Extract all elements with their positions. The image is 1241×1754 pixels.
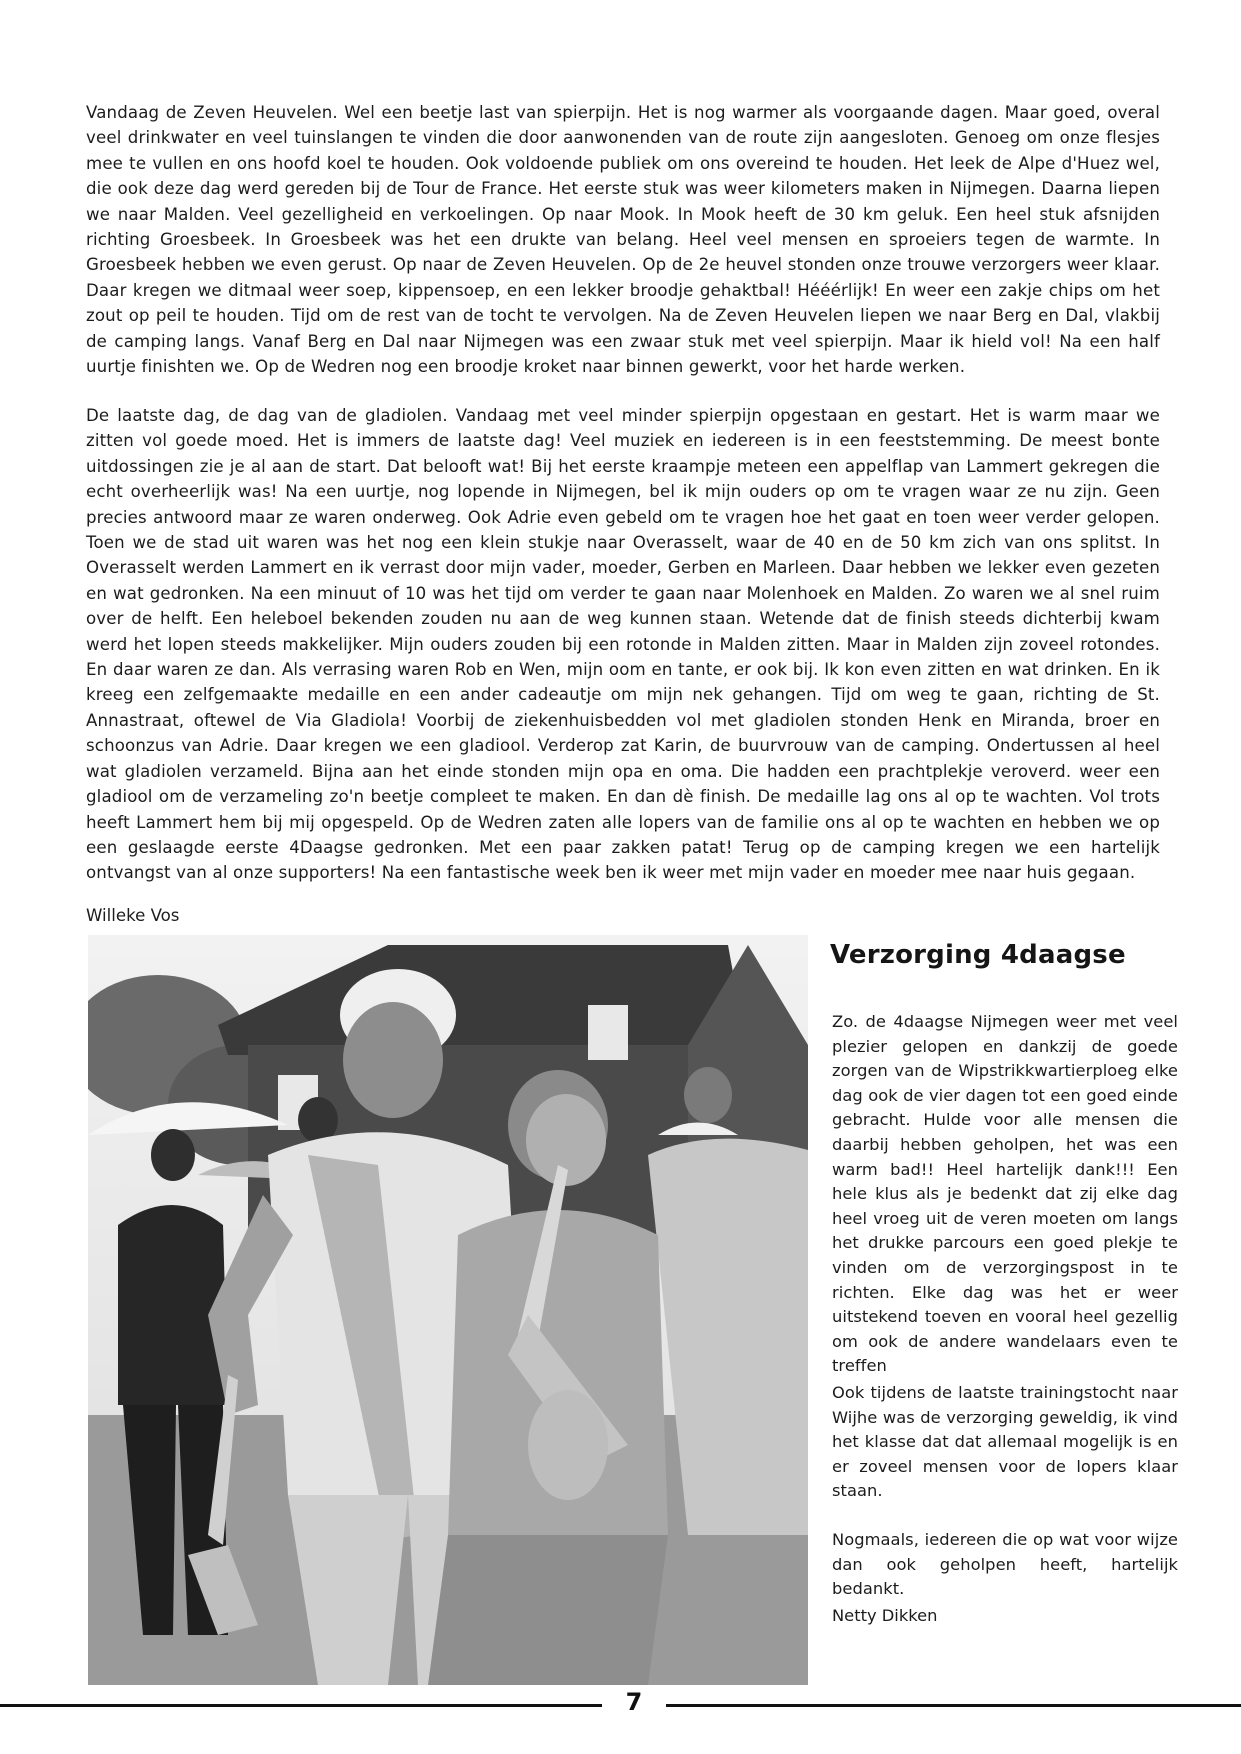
sidebar-signature: Netty Dikken [832,1606,938,1625]
article-signature: Willeke Vos [86,906,180,925]
footer-rule-left [0,1704,602,1707]
article-paragraph-2: De laatste dag, de dag van de gladiolen. Vandaag met veel minder spierpijn opgestaan en gestart. Het is warm maar we zitten vol goede moed. Het is immers de laatste dag! Veel muziek en iedereen is in een feeststemming. De meest bonte uitdossingen zie je al aan de start. Dat belooft wat! Bij het eerste kraampje meteen een appelflap van Lammert gekregen die echt overheerlijk was! Na een uurtje, nog lopende in Nijmegen, bel ik mijn ouders op om te vragen waar ze nu zijn. Geen precies antwoord maar ze waren onderweg. Ook Adrie even gebeld om te vragen hoe het gaat en toen weer verder gelopen. Toen we de stad uit waren was het nog een klein stukje naar Overasselt, waar de 40 en de 50 km zich van ons splitst. In Overasselt werden Lammert en ik verrast door mijn vader, moeder, Gerben en Marleen. Daar hebben we lekker even gezeten en wat gedronken. Na een minuut of 10 was het tijd om verder te gaan naar Molenhoek en Malden. Zo waren we al snel ruim over de helft. Een heleboel bekenden zouden nu aan de weg kunnen staan. Wetende dat de finish steeds dichterbij kwam werd het lopen steeds makkelijker. Mijn ouders zouden bij een rotonde in Malden zitten. Maar in Malden zijn zoveel rotondes. En daar waren ze dan. Als verrasing waren Rob en Wen, mijn oom en tante, er ook bij. Ik kon even zitten en wat drinken. En ik kreeg een zelfgemaakte medaille en een ander cadeautje om mijn nek gehangen. Tijd om weg te gaan, richting de St. Annastraat, oftewel de Via Gladiola! Voorbij de ziekenhuisbedden vol met gladiolen stonden Henk en Miranda, broer en schoonzus van Adrie. Daar kregen we een gladiool. Verderop zat Karin, de buurvrouw van de camping. Ondertussen al heel wat gladiolen verzameld. Bijna aan het einde stonden mijn opa en oma. Die hadden een prachtplekje veroverd. weer een gladiool om de verzameling zo'n beetje compleet te maken. En dan dè finish. De medaille lag ons al op te wachten. Vol trots heeft Lammert hem bij mij opgespeld. Op de Wedren zaten alle lopers van de familie ons al op te wachten en hebben we op een geslaagde eerste 4Daagse gedronken. Met een paar zakken patat! Terug op de camping kregen we een hartelijk ontvangst van al onze supporters! Na een fantastische week ben ik weer met mijn vader en moeder mee naar huis gegaan. [86,406,1160,883]
sidebar-title: Verzorging 4daagse [830,940,1126,970]
page-number: 7 [625,1688,643,1716]
walkers-photo [88,935,808,1685]
footer-rule-right [666,1704,1241,1707]
article-paragraph-1: Vandaag de Zeven Heuvelen. Wel een beetje last van spierpijn. Het is nog warmer als voorgaande dagen. Maar goed, overal veel drinkwater en veel tuinslangen te vinden die door aanwonenden van de route zijn aangesloten. Genoeg om onze flesjes mee te vullen en ons hoofd koel te houden. Ook voldoende publiek om ons overeind te houden. Het leek de Alpe d'Huez wel, die ook deze dag werd gereden bij de Tour de France. Het eerste stuk was weer kilometers maken in Nijmegen. Daarna liepen we naar Malden. Veel gezelligheid en verkoelingen. Op naar Mook. In Mook heeft de 30 km geluk. Een heel stuk afsnijden richting Groesbeek. In Groesbeek was het een drukte van belang. Heel veel mensen en sproeiers tegen de warmte. In Groesbeek hebben we even gerust. Op naar de Zeven Heuvelen. Op de 2e heuvel stonden onze trouwe verzorgers weer klaar. Daar kregen we ditmaal weer soep, kippensoep, en een lekker broodje gehaktbal! Hééérlijk! En weer een zakje chips om het zout op peil te houden. Tijd om de rest van de tocht te vervolgen. Na de Zeven Heuvelen liepen we naar Berg en Dal, vlakbij de camping langs. Vanaf Berg en Dal naar Nijmegen was een zwaar stuk met veel spierpijn. Maar ik hield vol! Na een half uurtje finishten we. Op de Wedren nog een broodje kroket naar binnen gewerkt, voor het harde werken. [86,103,1160,377]
sidebar-paragraph-2: Ook tijdens de laatste trainingstocht naar Wijhe was de verzorging geweldig, ik vind het klasse dat dat allemaal mogelijk is en er zoveel mensen voor de lopers klaar staan. [832,1383,1178,1501]
sidebar-paragraph-3: Nogmaals, iedereen die op wat voor wijze dan ook geholpen heeft, hartelijk bedankt. [832,1530,1178,1599]
sidebar-paragraph-1: Zo. de 4daagse Nijmegen weer met veel plezier gelopen en dankzij de goede zorgen van de Wipstrikkwartierploeg elke dag ook de vier dagen tot een goed einde gebracht. Hulde voor alle mensen die daarbij hebben geholpen, het was een warm bad!! Heel hartelijk dank!!! Een hele klus als je bedenkt dat zij elke dag heel vroeg uit de veren moeten om langs het drukke parcours een goed plekje te vinden om de verzorgingspost in te richten. Elke dag was het er weer uitstekend toeven en vooral heel gezellig om ook de andere wandelaars even te treffen [832,1012,1178,1376]
